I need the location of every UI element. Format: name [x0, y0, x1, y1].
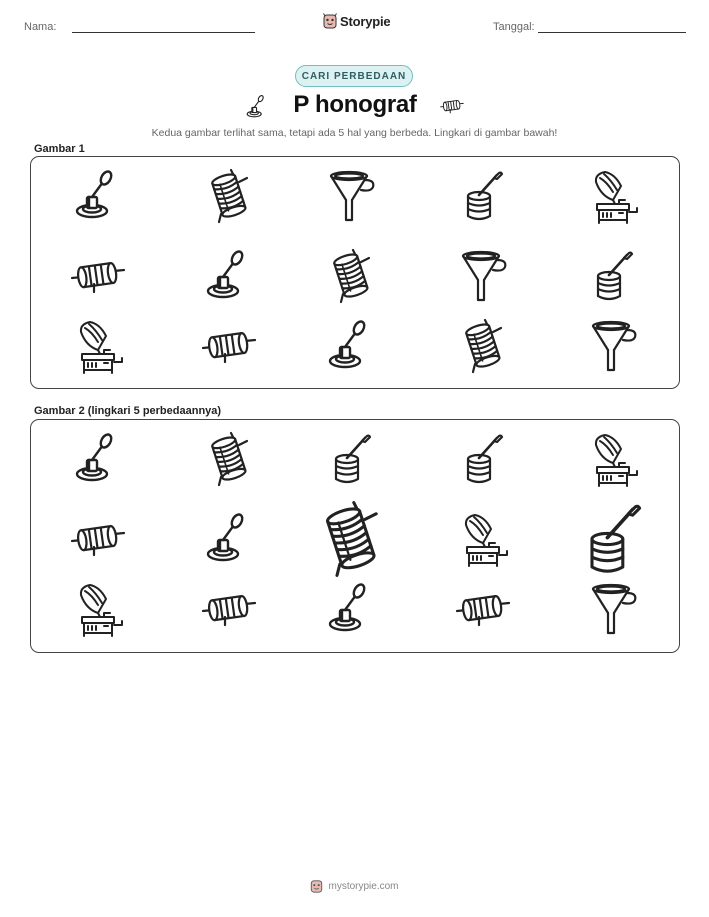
spool-icon[interactable]: [199, 166, 259, 226]
mascot-icon: [323, 13, 337, 29]
spool-icon[interactable]: [309, 497, 393, 581]
footer: [0, 879, 709, 893]
gramophone-icon[interactable]: [453, 509, 513, 569]
cylinder-icon[interactable]: [583, 246, 643, 306]
funnel-icon[interactable]: [583, 579, 643, 639]
crank-icon[interactable]: [68, 166, 128, 226]
gramophone-icon[interactable]: [68, 316, 128, 376]
cylinder-icon[interactable]: [453, 166, 513, 226]
crank-icon: [243, 93, 271, 121]
cylinder-icon[interactable]: [321, 429, 381, 489]
footer-url[interactable]: mystorypie.com: [328, 880, 399, 892]
crank-icon[interactable]: [68, 429, 128, 489]
roller-icon: [437, 93, 467, 119]
gramophone-icon[interactable]: [68, 579, 128, 639]
gramophone-icon[interactable]: [583, 429, 643, 489]
mascot-icon: [310, 879, 323, 893]
cylinder-icon[interactable]: [453, 429, 513, 489]
name-label: Nama:: [24, 21, 57, 33]
roller-icon[interactable]: [199, 579, 259, 639]
panel2: [30, 419, 680, 653]
crank-icon[interactable]: [199, 246, 259, 306]
funnel-icon[interactable]: [321, 166, 381, 226]
funnel-icon[interactable]: [583, 316, 643, 376]
cylinder-icon[interactable]: [571, 497, 655, 581]
brand-name: Storypie: [340, 13, 391, 29]
panel1: [30, 156, 680, 389]
roller-icon[interactable]: [199, 316, 259, 376]
panel2-label: Gambar 2 (lingkari 5 perbedaannya): [34, 405, 222, 417]
roller-icon[interactable]: [68, 246, 128, 306]
funnel-icon[interactable]: [453, 246, 513, 306]
spool-icon[interactable]: [453, 316, 513, 376]
brand-logo: [323, 13, 390, 29]
crank-icon[interactable]: [199, 509, 259, 569]
crank-icon[interactable]: [321, 316, 381, 376]
find-differences-badge: CARI PERBEDAAN: [295, 65, 413, 87]
name-line[interactable]: [72, 32, 255, 33]
gramophone-icon[interactable]: [583, 166, 643, 226]
date-line[interactable]: [538, 32, 686, 33]
roller-icon[interactable]: [68, 509, 128, 569]
spool-icon[interactable]: [321, 246, 381, 306]
instructions: Kedua gambar terlihat sama, tetapi ada 5 hal yang berbeda. Lingkari di gambar bawah!: [151, 127, 558, 139]
page-title: P honograf: [293, 91, 417, 118]
crank-icon[interactable]: [321, 579, 381, 639]
spool-icon[interactable]: [199, 429, 259, 489]
date-label: Tanggal:: [493, 21, 535, 33]
roller-icon[interactable]: [453, 579, 513, 639]
panel1-label: Gambar 1: [34, 143, 85, 155]
